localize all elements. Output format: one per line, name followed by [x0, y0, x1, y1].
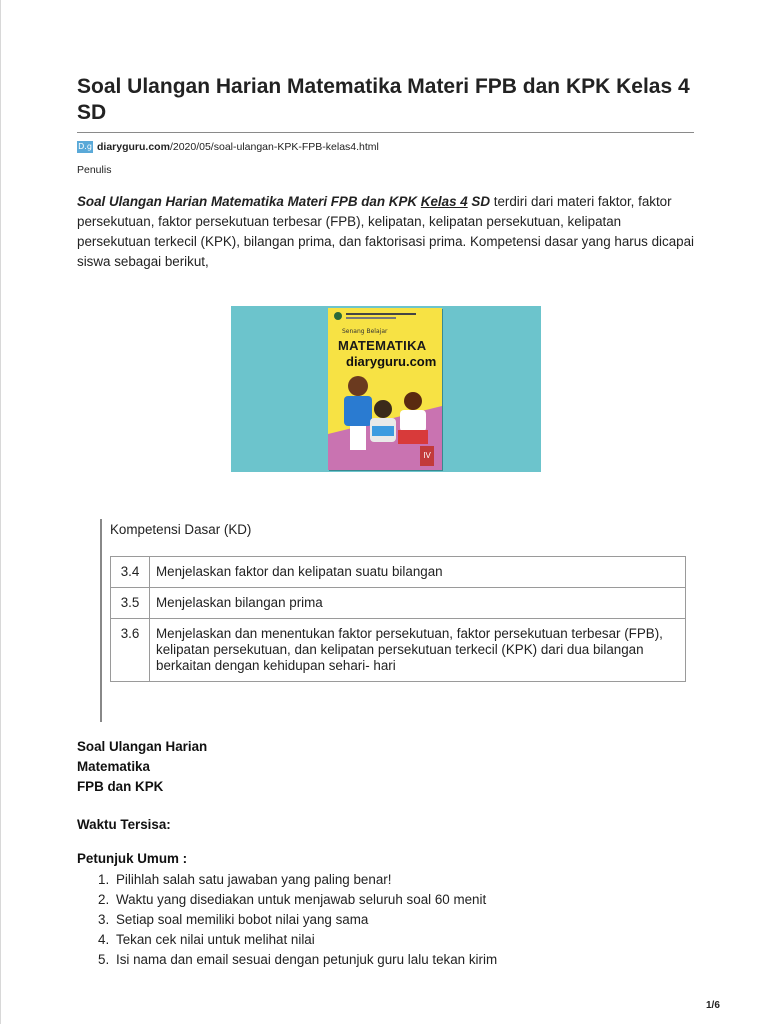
cover-header-line: [346, 313, 416, 315]
table-row: [111, 588, 686, 619]
intro-lead: [77, 194, 490, 209]
list-item: [98, 870, 497, 890]
table-row: [111, 619, 686, 682]
instructions-heading: Petunjuk Umum :: [77, 851, 188, 866]
kd-description: Menjelaskan dan menentukan faktor persekutuan, faktor persekutuan terbesar (FPB), kelipatan persekutuan, dan kelipatan persekutuan terkecil (KPK) dari dua bilangan berkaitan dengan kehidupan sehari- hari: [150, 619, 686, 682]
quiz-heading-line: Matematika: [77, 759, 150, 774]
list-number: 3.: [98, 912, 110, 927]
quiz-heading-line: FPB dan KPK: [77, 779, 164, 794]
source-link[interactable]: [97, 141, 379, 153]
list-number: 2.: [98, 892, 110, 907]
list-number: 5.: [98, 952, 110, 967]
list-number: 1.: [98, 872, 110, 887]
instructions-list: [98, 870, 497, 970]
child-illustration: [372, 426, 394, 436]
ministry-logo-icon: [334, 312, 342, 320]
blockquote-bar: [100, 519, 102, 722]
list-item: [98, 910, 497, 930]
time-remaining-label: Waktu Tersisa:: [77, 817, 171, 832]
list-text: Pilihlah salah satu jawaban yang paling benar!: [116, 872, 392, 887]
child-illustration: [348, 376, 368, 396]
quiz-heading-line: Soal Ulangan Harian: [77, 739, 208, 754]
list-text: Setiap soal memiliki bobot nilai yang sama: [116, 912, 369, 927]
table-row: [111, 557, 686, 588]
intro-lead-text: Soal Ulangan Harian Matematika Materi FPB dan KPK: [77, 194, 421, 209]
list-text: Tekan cek nilai untuk melihat nilai: [116, 932, 315, 947]
list-text: Isi nama dan email sesuai dengan petunjuk guru lalu tekan kirim: [116, 952, 498, 967]
intro-body: terdiri dari materi faktor, faktor persekutuan, faktor persekutuan terbesar (FPB), kelipatan, kelipatan persekutuan, kelipatan persekutuan terkecil (KPK), bilangan prima, dan faktorisasi prima. Kompetensi dasar yang harus dicapai siswa sebagai berikut,: [77, 194, 695, 269]
child-illustration: [374, 400, 392, 418]
intro-paragraph: [77, 192, 697, 272]
kd-number: 3.4: [111, 557, 150, 588]
book-cover-image: [231, 306, 541, 472]
kd-table: [110, 556, 686, 682]
list-item: [98, 950, 497, 970]
kd-number: 3.5: [111, 588, 150, 619]
child-illustration: [350, 426, 366, 450]
source-domain: diaryguru.com: [97, 141, 170, 153]
kd-description: Menjelaskan faktor dan kelipatan suatu bilangan: [150, 557, 686, 588]
kd-number: 3.6: [111, 619, 150, 682]
intro-class-link[interactable]: Kelas 4: [420, 194, 468, 209]
list-text: Waktu yang disediakan untuk menjawab seluruh soal 60 menit: [116, 892, 487, 907]
kd-title: Kompetensi Dasar (KD): [110, 522, 252, 537]
page-number: 1/6: [706, 1000, 720, 1011]
page-edge: [0, 0, 1, 1024]
site-favicon-icon: D.g: [78, 142, 92, 151]
book-cover: [328, 308, 442, 470]
child-illustration: [398, 430, 428, 444]
intro-lead-end: SD: [467, 194, 491, 209]
source-row: [77, 140, 379, 154]
cover-title: MATEMATIKA: [338, 338, 427, 353]
grade-badge: IV: [420, 446, 434, 466]
child-illustration: [400, 410, 426, 432]
cover-watermark: diaryguru.com: [346, 354, 437, 369]
child-illustration: [404, 392, 422, 410]
kd-description: Menjelaskan bilangan prima: [150, 588, 686, 619]
cover-header-line: [346, 317, 396, 319]
list-number: 4.: [98, 932, 110, 947]
quiz-heading: [77, 737, 207, 797]
cover-subtitle: Senang Belajar: [342, 328, 388, 335]
child-illustration: [344, 396, 372, 426]
list-item: [98, 890, 497, 910]
list-item: [98, 930, 497, 950]
page-title: Soal Ulangan Harian Matematika Materi FPB dan KPK Kelas 4 SD: [77, 75, 690, 124]
source-path: /2020/05/soal-ulangan-KPK-FPB-kelas4.html: [169, 141, 379, 153]
author-label: Penulis: [77, 164, 112, 176]
title-divider: [77, 132, 694, 133]
